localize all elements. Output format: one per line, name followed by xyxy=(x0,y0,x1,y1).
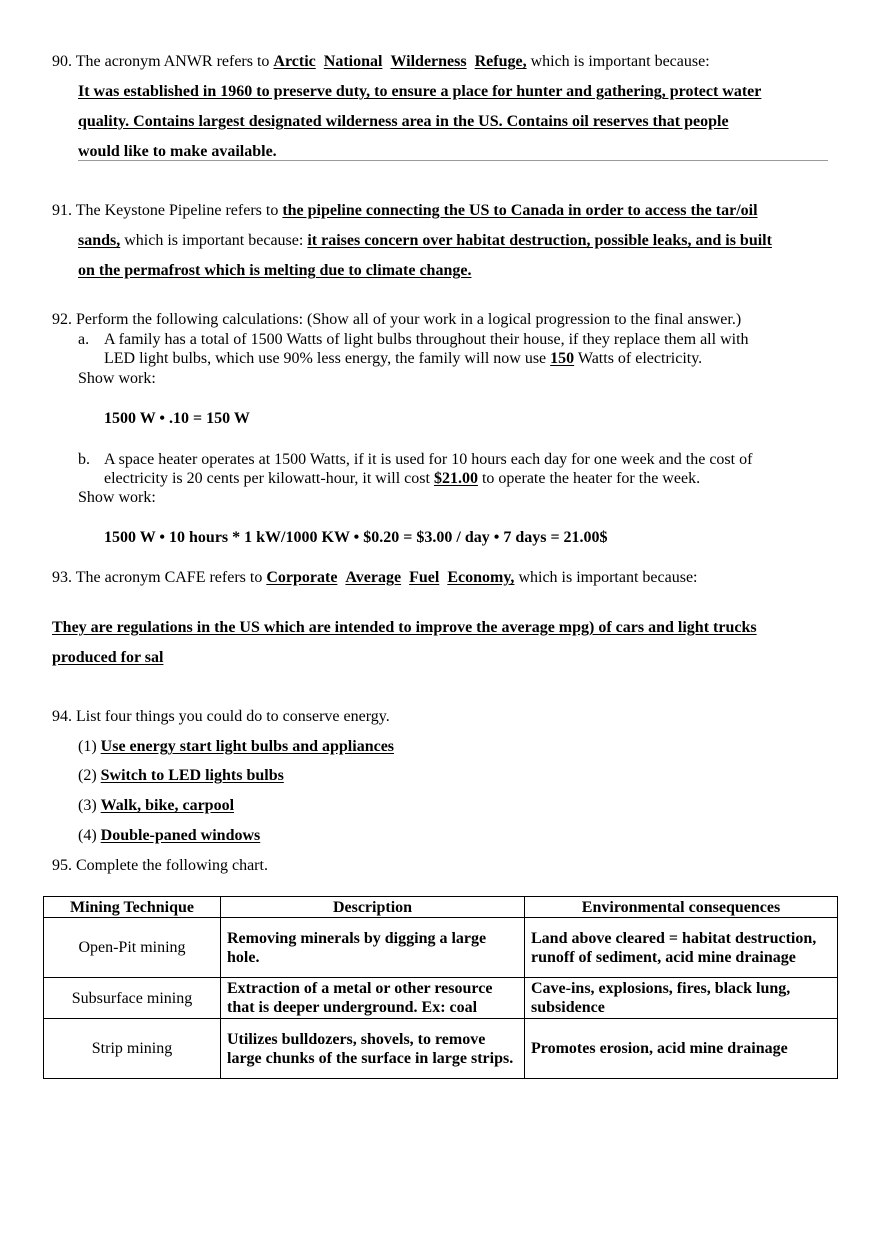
q91-refers-2: sands, xyxy=(78,232,121,249)
q90-answer-line-2: quality. Contains largest designated wilderness area in the US. Contains oil reserves that people xyxy=(78,113,729,130)
row-1-technique: Open-Pit mining xyxy=(44,918,221,978)
q91-line-1 xyxy=(52,202,758,220)
q95-intro: 95. Complete the following chart. xyxy=(52,857,268,874)
q90-answer-line-1: It was established in 1960 to preserve duty, to ensure a place for hunter and gathering, protect water xyxy=(78,83,762,100)
header-description: Description xyxy=(221,897,525,918)
q92a-marker: a. xyxy=(78,331,90,348)
row-2-description: Extraction of a metal or other resource that is deeper underground. Ex: coal xyxy=(221,978,525,1019)
q92a-show-work: Show work: xyxy=(78,370,156,387)
row-2-consequences: Cave-ins, explosions, fires, black lung, subsidence xyxy=(525,978,838,1019)
q92b-line-2-post: to operate the heater for the week. xyxy=(481,470,701,487)
q92b-show-work: Show work: xyxy=(78,489,156,506)
q92b-marker: b. xyxy=(78,451,90,468)
q94-item-4 xyxy=(78,827,260,845)
q90-intro: 90. The acronym ANWR refers to xyxy=(52,53,270,70)
q90-prompt xyxy=(52,53,710,71)
q94-item-3-text: Walk, bike, carpool xyxy=(100,797,235,814)
q91-because-2: on the permafrost which is melting due to climate change. xyxy=(78,262,472,279)
row-2-technique: Subsurface mining xyxy=(44,978,221,1019)
q94-item-3-num: (3) xyxy=(78,797,97,814)
q91-because-1: it raises concern over habitat destruction, possible leaks, and is built xyxy=(307,232,772,249)
q91-refers-1: the pipeline connecting the US to Canada in order to access the tar/oil xyxy=(282,202,758,219)
q93-prompt xyxy=(52,569,698,587)
q93-tail: which is important because: xyxy=(518,569,698,586)
q92a-line-2 xyxy=(104,350,702,368)
table-row xyxy=(44,918,838,978)
q93-intro: 93. The acronym CAFE refers to xyxy=(52,569,263,586)
row-3-technique: Strip mining xyxy=(44,1019,221,1079)
q94-item-4-num: (4) xyxy=(78,827,97,844)
row-3-consequences: Promotes erosion, acid mine drainage xyxy=(525,1019,838,1079)
q93-word-3: Fuel xyxy=(409,569,440,586)
q92b-answer: $21.00 xyxy=(433,470,478,487)
row-1-consequences: Land above cleared = habitat destruction, runoff of sediment, acid mine drainage xyxy=(525,918,838,978)
q92b-line-1: A space heater operates at 1500 Watts, if it is used for 10 hours each day for one week and the cost of xyxy=(104,451,753,468)
q92a-answer: 150 xyxy=(550,350,575,367)
q94-item-1 xyxy=(78,738,394,756)
q94-item-1-text: Use energy start light bulbs and appliances xyxy=(100,738,395,755)
q90-word-1: Arctic xyxy=(273,53,316,70)
q90-answer-rule xyxy=(78,160,828,161)
q93-answer-line-1: They are regulations in the US which are intended to improve the average mpg) of cars and light trucks xyxy=(52,619,757,636)
q94-item-2-text: Switch to LED lights bulbs xyxy=(100,767,284,784)
q93-answer-line-2: produced for sal xyxy=(52,649,164,666)
mining-chart-table xyxy=(43,896,838,1079)
q90-word-3: Wilderness xyxy=(390,53,467,70)
q94-item-1-num: (1) xyxy=(78,738,97,755)
q92b-work: 1500 W • 10 hours * 1 kW/1000 KW • $0.20 = $3.00 / day • 7 days = 21.00$ xyxy=(104,529,608,546)
table-header-row xyxy=(44,897,838,918)
header-environmental-consequences: Environmental consequences xyxy=(525,897,838,918)
q90-answer-line-3: would like to make available. xyxy=(78,143,277,160)
q90-word-4: Refuge, xyxy=(474,53,527,70)
table-row xyxy=(44,1019,838,1079)
q94-item-4-text: Double-paned windows xyxy=(100,827,261,844)
table-row xyxy=(44,978,838,1019)
q92b-line-2-pre: electricity is 20 cents per kilowatt-hour, it will cost xyxy=(104,470,430,487)
q92a-line-2-post: Watts of electricity. xyxy=(577,350,703,367)
q94-item-2 xyxy=(78,767,284,785)
q91-intro: 91. The Keystone Pipeline refers to xyxy=(52,202,279,219)
header-mining-technique: Mining Technique xyxy=(44,897,221,918)
q92-intro: 92. Perform the following calculations: (Show all of your work in a logical progression to the final answer.) xyxy=(52,311,742,328)
q90-word-2: National xyxy=(323,53,383,70)
q92a-line-2-pre: LED light bulbs, which use 90% less energy, the family will now use xyxy=(104,350,547,367)
q93-word-4: Economy, xyxy=(447,569,515,586)
row-3-description: Utilizes bulldozers, shovels, to remove large chunks of the surface in large strips. xyxy=(221,1019,525,1079)
q94-intro: 94. List four things you could do to conserve energy. xyxy=(52,708,390,725)
q94-item-2-num: (2) xyxy=(78,767,97,784)
q91-line-2 xyxy=(78,232,772,250)
q90-tail: which is important because: xyxy=(530,53,710,70)
q93-word-2: Average xyxy=(345,569,402,586)
row-1-description: Removing minerals by digging a large hole. xyxy=(221,918,525,978)
q91-mid: which is important because: xyxy=(124,232,304,249)
q94-item-3 xyxy=(78,797,234,815)
q93-word-1: Corporate xyxy=(266,569,338,586)
q92b-line-2 xyxy=(104,470,700,488)
q92a-work: 1500 W • .10 = 150 W xyxy=(104,410,250,427)
q92a-line-1: A family has a total of 1500 Watts of light bulbs throughout their house, if they replace them all with xyxy=(104,331,749,348)
